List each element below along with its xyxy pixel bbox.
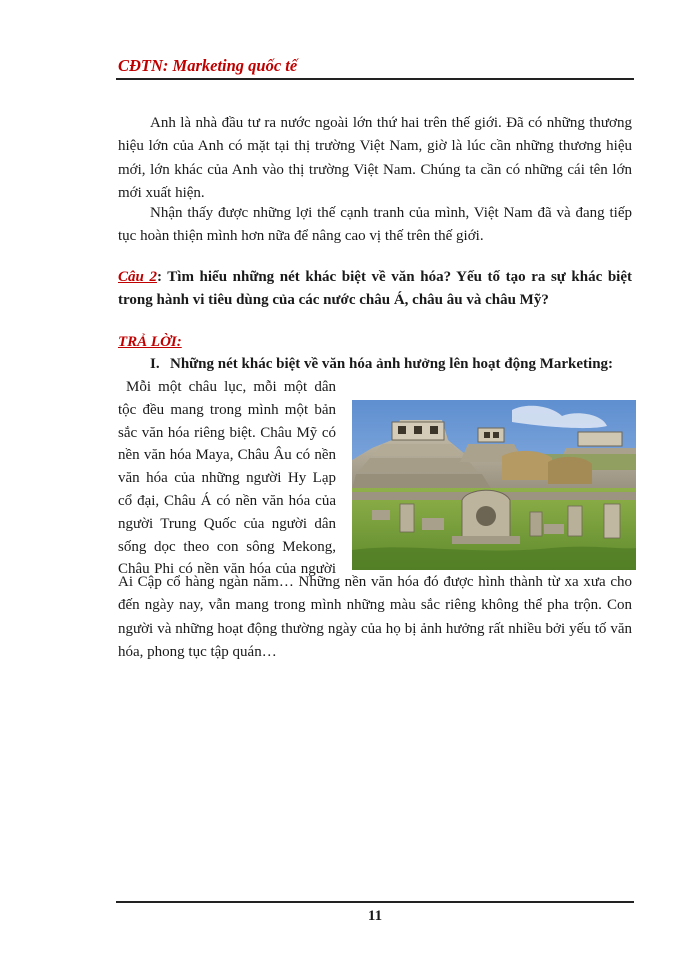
section-heading <box>150 356 630 373</box>
footer-divider <box>116 901 634 903</box>
maya-ruins-photo <box>352 400 636 570</box>
question-text: : Tìm hiểu những nét khác biệt về văn hóa? Yếu tố tạo ra sự khác biệt trong hành vi tiêu dùng của các nước châu Á, châu âu và châu Mỹ? <box>118 269 632 308</box>
section-heading-text: Những nét khác biệt về văn hóa ảnh hưởng lên hoạt động Marketing: <box>170 356 614 372</box>
question-2 <box>118 266 632 312</box>
section-number: I. <box>150 356 160 372</box>
page-number: 11 <box>367 908 383 924</box>
header-divider <box>116 78 634 80</box>
header-title: CĐTN: Marketing quốc tế <box>118 56 298 75</box>
paragraph-investment: Anh là nhà đầu tư ra nước ngoài lớn thứ hai trên thế giới. Đã có những thương hiệu lớn của Anh có mặt tại thị trường Việt Nam, giờ là lúc cần những thương hiệu mới, lớn khác của Anh vào thị trường Việt Nam. Chúng ta cần có những cái tên lớn mới xuất hiện. <box>118 115 632 201</box>
culture-text-wrapped: Mỗi một châu lục, mỗi một dân tộc đều mang trong mình một bản sắc văn hóa riêng biệt. Châu Mỹ có nền văn hóa Maya, Châu Âu có nền văn hóa của những người Hy Lạp cổ đại, Châu Á có nền văn hóa của người Trung Quốc của người dân sống dọc theo con sông Mekong, Châu Phi có nền văn hóa của người <box>118 379 336 578</box>
answer-label: TRẢ LỜI: <box>118 334 182 350</box>
paragraph-advantages: Nhận thấy được những lợi thế cạnh tranh của mình, Việt Nam đã và đang tiếp tục hoàn thiện mình hơn nữa để nâng cao vị thế trên thế giới. <box>118 205 632 245</box>
question-label: Câu 2 <box>118 269 157 285</box>
culture-text-continued: Ai Cập cổ hàng ngàn năm… Những nền văn hóa đó được hình thành từ xa xưa cho đến ngày nay, vẫn mang trong mình những màu sắc riêng không thể pha trộn. Con người và những hoạt động thường ngày của họ bị ảnh hưởng rất nhiều bởi yếu tố văn hóa, phong tục tập quán… <box>118 574 632 660</box>
